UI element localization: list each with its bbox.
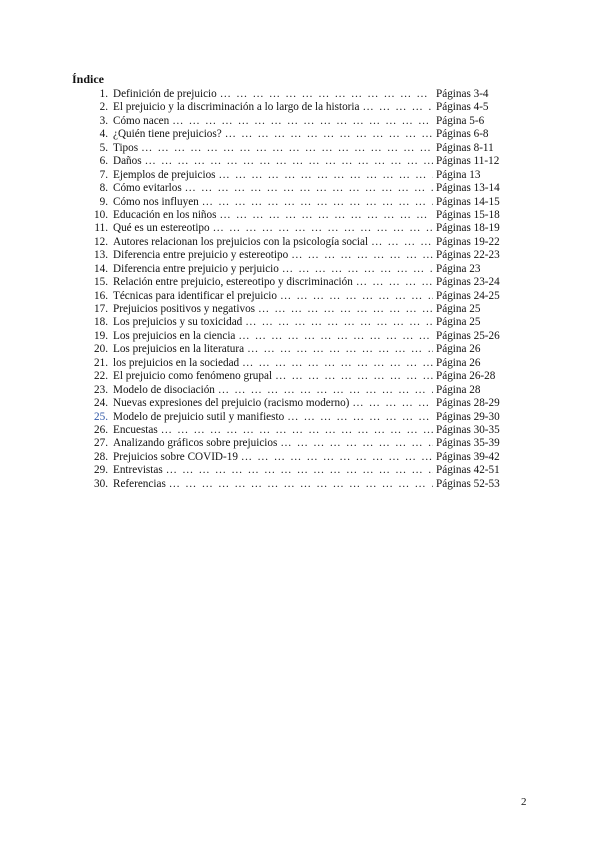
- table-of-contents: [88, 88, 506, 491]
- toc-entry[interactable]: [88, 343, 506, 356]
- toc-entry[interactable]: [88, 128, 506, 141]
- toc-entry-label: Cómo evitarlos: [113, 182, 182, 195]
- toc-entry[interactable]: [88, 424, 506, 437]
- toc-leader-dots: [356, 276, 433, 289]
- toc-entry-number: 8.: [99, 182, 108, 195]
- toc-entry[interactable]: [88, 330, 506, 343]
- toc-entry-pages: Página 26: [436, 356, 481, 369]
- toc-entry[interactable]: [88, 263, 506, 276]
- toc-entry-pages: Páginas 52-53: [436, 477, 500, 490]
- toc-entry-label: Los prejuicios en la ciencia: [113, 329, 236, 342]
- toc-leader-dots: [287, 411, 433, 424]
- toc-entry-pages: Página 28: [436, 383, 481, 396]
- toc-entry-number: 19.: [94, 329, 108, 342]
- toc-entry-pages: Páginas 22-23: [436, 249, 500, 262]
- toc-leader-dots: [280, 290, 433, 303]
- toc-entry-label: Encuestas: [113, 423, 158, 436]
- toc-entry[interactable]: [88, 384, 506, 397]
- toc-entry[interactable]: [88, 182, 506, 195]
- toc-entry-number: 26.: [94, 423, 108, 436]
- toc-entry-label: Diferencia entre prejuicio y estereotipo: [113, 249, 289, 262]
- toc-entry-number: 16.: [94, 289, 108, 302]
- toc-entry-label: Definición de prejuicio: [113, 88, 217, 100]
- toc-leader-dots: [282, 263, 433, 276]
- toc-entry[interactable]: [88, 276, 506, 289]
- toc-leader-dots: [352, 397, 433, 410]
- toc-entry[interactable]: [88, 370, 506, 383]
- toc-entry[interactable]: [88, 169, 506, 182]
- toc-entry-label: Cómo nos influyen: [113, 195, 199, 208]
- page-number: 2: [521, 796, 527, 808]
- toc-leader-dots: [242, 357, 433, 370]
- toc-entry-pages: Páginas 6-8: [436, 128, 489, 141]
- toc-entry-label: Nuevas expresiones del prejuicio (racismo moderno): [113, 397, 350, 410]
- toc-entry-number: 14.: [94, 262, 108, 275]
- toc-entry-label: Referencias: [113, 477, 166, 490]
- toc-entry[interactable]: [88, 249, 506, 262]
- toc-entry-number: 9.: [99, 195, 108, 208]
- toc-entry-pages: Página 25: [436, 303, 481, 315]
- toc-entry-pages: Páginas 29-30: [436, 410, 500, 423]
- toc-entry-label: Diferencia entre prejuicio y perjuicio: [113, 262, 279, 275]
- index-title: Índice: [72, 72, 105, 86]
- toc-leader-dots: [220, 88, 433, 101]
- toc-entry[interactable]: [88, 196, 506, 209]
- toc-leader-dots: [241, 451, 433, 464]
- toc-leader-dots: [225, 128, 433, 141]
- toc-entry[interactable]: [88, 316, 506, 329]
- toc-entry-pages: Página 26-28: [436, 370, 496, 383]
- toc-leader-dots: [161, 424, 433, 437]
- toc-leader-dots: [219, 169, 433, 182]
- toc-entry-label: Los prejuicios y su toxicidad: [113, 316, 243, 329]
- toc-entry[interactable]: [88, 303, 506, 316]
- toc-entry-pages: Páginas 8-11: [436, 141, 494, 154]
- toc-entry[interactable]: [88, 209, 506, 222]
- toc-entry-label: El prejuicio y la discriminación a lo largo de la historia: [113, 101, 360, 114]
- toc-entry-pages: Páginas 18-19: [436, 222, 500, 235]
- toc-entry-number: 3.: [99, 114, 108, 127]
- toc-entry-label: Qué es un estereotipo: [113, 222, 210, 235]
- toc-entry-pages: Páginas 35-39: [436, 437, 500, 450]
- toc-leader-dots: [202, 196, 433, 209]
- toc-entry-label: Relación entre prejuicio, estereotipo y discriminación: [113, 276, 353, 289]
- toc-leader-dots: [166, 464, 433, 477]
- toc-entry-number: 20.: [94, 343, 108, 356]
- toc-leader-dots: [185, 182, 433, 195]
- toc-leader-dots: [141, 142, 433, 155]
- toc-leader-dots: [258, 303, 433, 316]
- toc-entry-pages: Página 25: [436, 316, 481, 329]
- toc-entry-pages: Páginas 15-18: [436, 208, 500, 221]
- toc-entry-label: los prejuicios en la sociedad: [113, 356, 240, 369]
- toc-entry-number: 30.: [94, 477, 108, 490]
- toc-leader-dots: [218, 384, 433, 397]
- toc-leader-dots: [245, 316, 433, 329]
- toc-entry-pages: Páginas 4-5: [436, 101, 489, 114]
- toc-entry-label: Tipos: [113, 141, 139, 154]
- toc-entry-number: 7.: [99, 168, 108, 181]
- toc-entry-number: 2.: [99, 101, 108, 114]
- toc-entry-number: 6.: [99, 155, 108, 168]
- toc-entry-label: Entrevistas: [113, 464, 163, 477]
- toc-entry-pages: Páginas 42-51: [436, 464, 500, 477]
- toc-entry-number: 10.: [94, 208, 108, 221]
- toc-entry-number: 4.: [99, 128, 108, 141]
- toc-entry-number: 15.: [94, 276, 108, 289]
- toc-entry-label: Modelo de disociación: [113, 383, 215, 396]
- toc-entry-label: Daños: [113, 155, 142, 168]
- toc-entry-number: 24.: [94, 397, 108, 410]
- toc-entry-label: Técnicas para identificar el prejuicio: [113, 289, 277, 302]
- toc-entry-label: ¿Quién tiene prejuicios?: [113, 128, 222, 141]
- toc-entry-pages: Páginas 14-15: [436, 195, 500, 208]
- toc-entry-pages: Páginas 3-4: [436, 88, 489, 100]
- toc-leader-dots: [145, 155, 433, 168]
- toc-entry-label: Modelo de prejuicio sutil y manifiesto: [113, 410, 285, 423]
- toc-leader-dots: [247, 343, 433, 356]
- toc-leader-dots: [238, 330, 433, 343]
- toc-entry[interactable]: [88, 88, 506, 101]
- toc-entry[interactable]: [88, 142, 506, 155]
- toc-leader-dots: [371, 236, 433, 249]
- toc-entry-number: 12.: [94, 235, 108, 248]
- toc-entry-number: 11.: [94, 222, 108, 235]
- toc-entry-pages: Página 23: [436, 262, 481, 275]
- toc-entry[interactable]: [88, 411, 506, 424]
- toc-entry-number: 17.: [94, 303, 108, 315]
- toc-leader-dots: [169, 478, 433, 491]
- toc-entry-label: Educación en los niños: [113, 208, 217, 221]
- toc-entry-number: 13.: [94, 249, 108, 262]
- toc-entry-pages: Páginas 19-22: [436, 235, 500, 248]
- toc-entry[interactable]: [88, 290, 506, 303]
- toc-entry-number: 28.: [94, 450, 108, 463]
- toc-entry-label: Los prejuicios en la literatura: [113, 343, 245, 356]
- toc-entry-number: 29.: [94, 464, 108, 477]
- toc-entry-number: 21.: [94, 356, 108, 369]
- toc-entry-number: 1.: [99, 88, 108, 100]
- toc-entry-label: Prejuicios sobre COVID-19: [113, 450, 238, 463]
- toc-entry[interactable]: [88, 464, 506, 477]
- toc-entry-label: El prejuicio como fenómeno grupal: [113, 370, 273, 383]
- toc-entry-pages: Páginas 39-42: [436, 450, 500, 463]
- toc-entry-number: 5.: [99, 141, 108, 154]
- toc-entry-pages: Página 13: [436, 168, 481, 181]
- toc-leader-dots: [275, 370, 433, 383]
- toc-entry-number: 23.: [94, 383, 108, 396]
- toc-entry[interactable]: [88, 451, 506, 464]
- toc-entry[interactable]: [88, 437, 506, 450]
- toc-entry-label: Cómo nacen: [113, 114, 170, 127]
- toc-entry-label: Analizando gráficos sobre prejuicios: [113, 437, 278, 450]
- toc-entry[interactable]: [88, 155, 506, 168]
- toc-entry-pages: Páginas 25-26: [436, 329, 500, 342]
- toc-leader-dots: [219, 209, 433, 222]
- toc-entry-label: Prejuicios positivos y negativos: [113, 303, 256, 315]
- toc-leader-dots: [291, 249, 433, 262]
- toc-entry-label: Autores relacionan los prejuicios con la psicología social: [113, 235, 369, 248]
- toc-entry[interactable]: [88, 478, 506, 491]
- toc-entry-number: 27.: [94, 437, 108, 450]
- toc-entry-label: Ejemplos de prejuicios: [113, 168, 216, 181]
- toc-entry-number: 18.: [94, 316, 108, 329]
- toc-entry[interactable]: [88, 222, 506, 235]
- toc-leader-dots: [213, 222, 433, 235]
- toc-entry[interactable]: [88, 357, 506, 370]
- toc-leader-dots: [280, 437, 433, 450]
- toc-entry-pages: Páginas 24-25: [436, 289, 500, 302]
- toc-entry-number: 25.: [94, 410, 108, 423]
- toc-leader-dots: [172, 115, 433, 128]
- toc-entry-pages: Página 26: [436, 343, 481, 356]
- toc-entry-pages: Páginas 28-29: [436, 397, 500, 410]
- toc-entry-pages: Páginas 13-14: [436, 182, 500, 195]
- toc-entry[interactable]: [88, 115, 506, 128]
- toc-leader-dots: [362, 101, 433, 114]
- toc-entry-pages: Página 5-6: [436, 114, 485, 127]
- toc-entry-number: 22.: [94, 370, 108, 383]
- toc-entry-pages: Páginas 30-35: [436, 423, 500, 436]
- toc-entry[interactable]: [88, 236, 506, 249]
- toc-entry[interactable]: [88, 101, 506, 114]
- toc-entry[interactable]: [88, 397, 506, 410]
- toc-entry-pages: Páginas 23-24: [436, 276, 500, 289]
- toc-entry-pages: Páginas 11-12: [436, 155, 500, 168]
